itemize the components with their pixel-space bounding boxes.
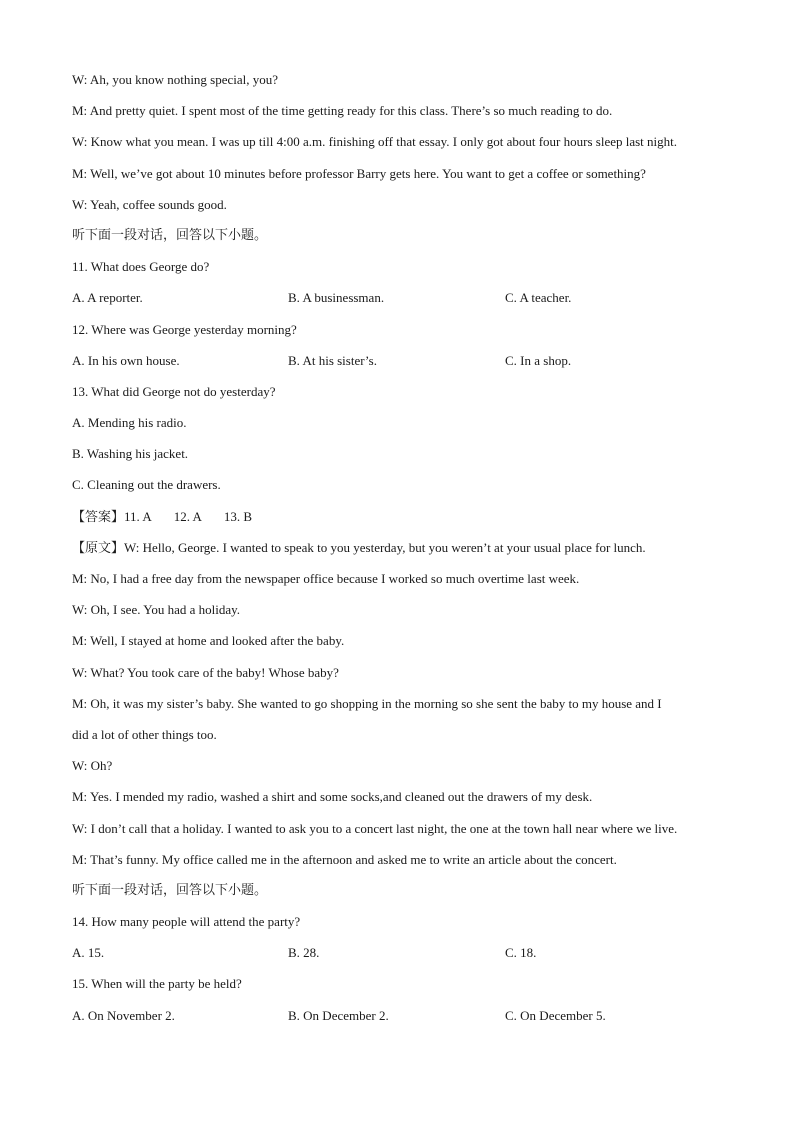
option-c: C. In a shop. [505, 352, 572, 368]
transcript-tag: 【原文】 [72, 540, 125, 556]
question-11: 11. What does George do? [72, 259, 210, 275]
answer-tag: 【答案】 [72, 509, 125, 525]
option-a: A. On November 2. [72, 1007, 175, 1023]
option-a: A. 15. [72, 945, 105, 961]
options-15 [72, 1000, 732, 1031]
answer-item: 12. A [173, 508, 202, 524]
dialogue-line: W: Know what you mean. I was up till 4:00 a.m. finishing off that essay. I only got about four hours sleep last night. [72, 134, 678, 150]
dialogue-line: M: Well, we’ve got about 10 minutes before professor Barry gets here. You want to get a coffee or something? [72, 165, 646, 181]
dialogue-line: W: Yeah, coffee sounds good. [72, 196, 227, 212]
option-a: A. Mending his radio. [72, 415, 187, 431]
question-13: 13. What did George not do yesterday? [72, 383, 276, 399]
transcript-line: M: No, I had a free day from the newspaper office because I worked so much overtime last week. [72, 571, 580, 586]
option-b: B. 28. [288, 945, 320, 961]
option-b: B. Washing his jacket. [72, 446, 189, 462]
transcript-first-line [72, 532, 732, 563]
transcript-line: did a lot of other things too. [72, 726, 217, 742]
transcript-text: W: Hello, George. I wanted to speak to you yesterday, but you weren’t at your usual place for lunch. [124, 539, 646, 555]
document-page [72, 64, 732, 1031]
transcript-line: W: I don’t call that a holiday. I wanted to ask you to a concert last night, the one at the town hall near where we live. [72, 820, 678, 836]
section-instruction: 听下面一段对话，回答以下小题。 [72, 882, 268, 898]
options-14 [72, 937, 732, 968]
question-15: 15. When will the party be held? [72, 976, 242, 992]
question-12: 12. Where was George yesterday morning? [72, 321, 297, 337]
transcript-line: M: That’s funny. My office called me in the afternoon and asked me to write an article about the concert. [72, 851, 617, 867]
option-c: C. 18. [505, 945, 537, 961]
dialogue-line: W: Ah, you know nothing special, you? [72, 72, 279, 87]
option-b: B. A businessman. [288, 290, 385, 306]
option-b: B. At his sister’s. [288, 352, 377, 368]
section-instruction: 听下面一段对话，回答以下小题。 [72, 227, 268, 243]
transcript-line: W: Oh, I see. You had a holiday. [72, 602, 241, 618]
option-a: A. In his own house. [72, 352, 180, 368]
answer-item: 13. B [223, 508, 253, 524]
options-11 [72, 282, 732, 313]
transcript-line: M: Oh, it was my sister’s baby. She wanted to go shopping in the morning so she sent the baby to my house and I [72, 695, 662, 711]
options-12 [72, 345, 732, 376]
answer-key [72, 501, 732, 532]
transcript-line: M: Well, I stayed at home and looked after the baby. [72, 633, 345, 649]
question-14: 14. How many people will attend the party? [72, 914, 301, 930]
option-c: C. Cleaning out the drawers. [72, 477, 221, 493]
option-c: C. A teacher. [505, 290, 572, 306]
option-b: B. On December 2. [288, 1007, 389, 1023]
dialogue-line: M: And pretty quiet. I spent most of the time getting ready for this class. There’s so much reading to do. [72, 103, 613, 119]
transcript-line: M: Yes. I mended my radio, washed a shirt and some socks,and cleaned out the drawers of my desk. [72, 789, 593, 805]
transcript-line: W: What? You took care of the baby! Whose baby? [72, 664, 339, 680]
option-a: A. A reporter. [72, 290, 143, 306]
option-c: C. On December 5. [505, 1007, 606, 1023]
answer-item: 11. A [124, 508, 152, 524]
transcript-line: W: Oh? [72, 758, 113, 774]
